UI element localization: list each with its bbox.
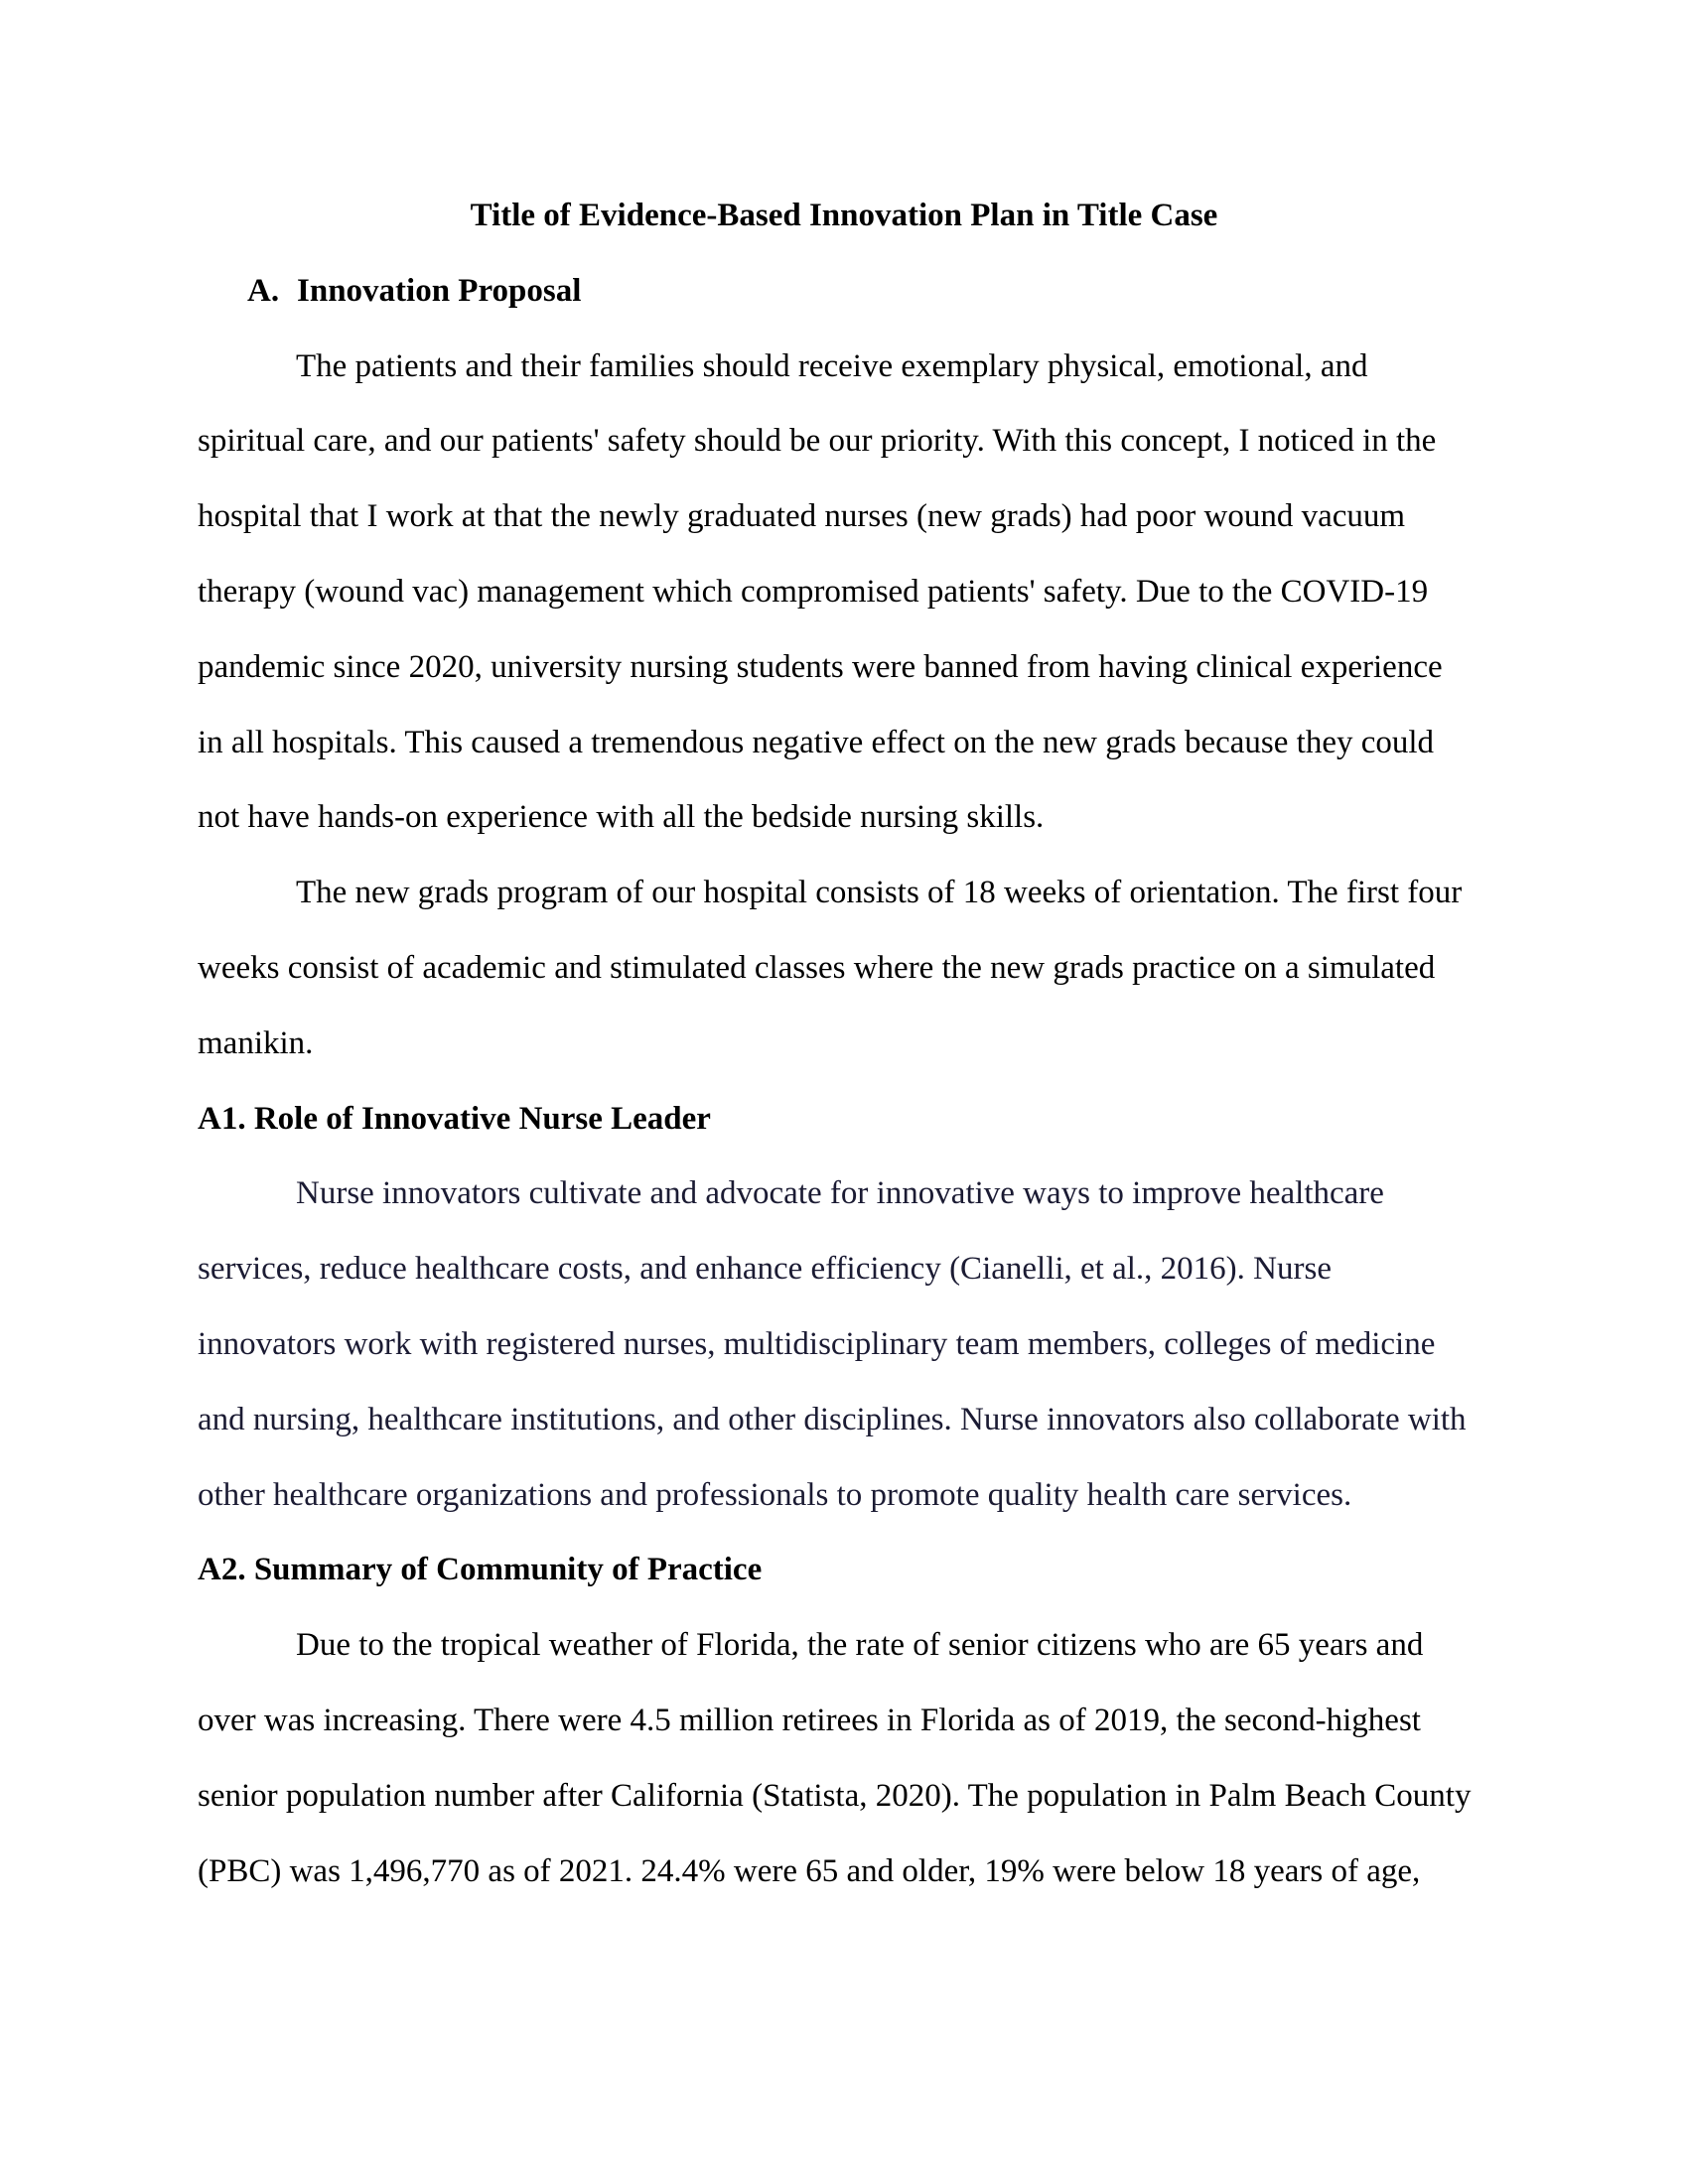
text-line: pandemic since 2020, university nursing students were banned from having clinical experience: [198, 648, 1443, 685]
text-line: in all hospitals. This caused a tremendous negative effect on the new grads because they could: [198, 724, 1435, 760]
text-line: therapy (wound vac) management which compromised patients' safety. Due to the COVID-19: [198, 573, 1429, 610]
section-a2-paragraph: [198, 1608, 1490, 1909]
text-line: and nursing, healthcare institutions, and other disciplines. Nurse innovators also collaborate with: [198, 1401, 1467, 1437]
text-line: manikin.: [198, 1024, 314, 1061]
section-a-paragraph-2: [198, 856, 1490, 1081]
text-line: Nurse innovators cultivate and advocate for innovative ways to improve healthcare: [296, 1175, 1384, 1212]
text-line: (PBC) was 1,496,770 as of 2021. 24.4% were 65 and older, 19% were below 18 years of age,: [198, 1852, 1421, 1889]
text-line: weeks consist of academic and stimulated classes where the new grads practice on a simulated: [198, 949, 1436, 986]
section-a-paragraph-1: [198, 330, 1490, 857]
text-line: Due to the tropical weather of Florida, the rate of senior citizens who are 65 years and: [296, 1627, 1424, 1664]
text-line: not have hands-on experience with all the bedside nursing skills.: [198, 799, 1045, 836]
section-a1-heading: A1. Role of Innovative Nurse Leader: [198, 1100, 711, 1137]
section-a-heading-text: Innovation Proposal: [297, 272, 582, 309]
section-a-heading: [198, 254, 1490, 330]
text-line: hospital that I work at that the newly graduated nurses (new grads) had poor wound vacuum: [198, 498, 1406, 535]
section-a-number: A.: [247, 272, 280, 309]
text-line: services, reduce healthcare costs, and enhance efficiency (Cianelli, et al., 2016). Nurse: [198, 1251, 1332, 1288]
document-title: Title of Evidence-Based Innovation Plan in Title Case: [470, 198, 1218, 233]
text-line: innovators work with registered nurses, multidisciplinary team members, colleges of medicine: [198, 1325, 1436, 1362]
document-page: [198, 179, 1490, 1909]
text-line: other healthcare organizations and professionals to promote quality health care services.: [198, 1476, 1352, 1513]
text-line: spiritual care, and our patients' safety should be our priority. With this concept, I noticed in the: [198, 423, 1437, 460]
text-line: senior population number after California (Statista, 2020). The population in Palm Beach County: [198, 1777, 1472, 1814]
text-line: over was increasing. There were 4.5 million retirees in Florida as of 2019, the second-highest: [198, 1702, 1421, 1738]
text-line: The patients and their families should receive exemplary physical, emotional, and: [296, 347, 1368, 384]
section-a1-paragraph: [198, 1157, 1490, 1533]
section-a2-heading: A2. Summary of Community of Practice: [198, 1552, 763, 1588]
text-line: The new grads program of our hospital consists of 18 weeks of orientation. The first four: [296, 875, 1463, 911]
